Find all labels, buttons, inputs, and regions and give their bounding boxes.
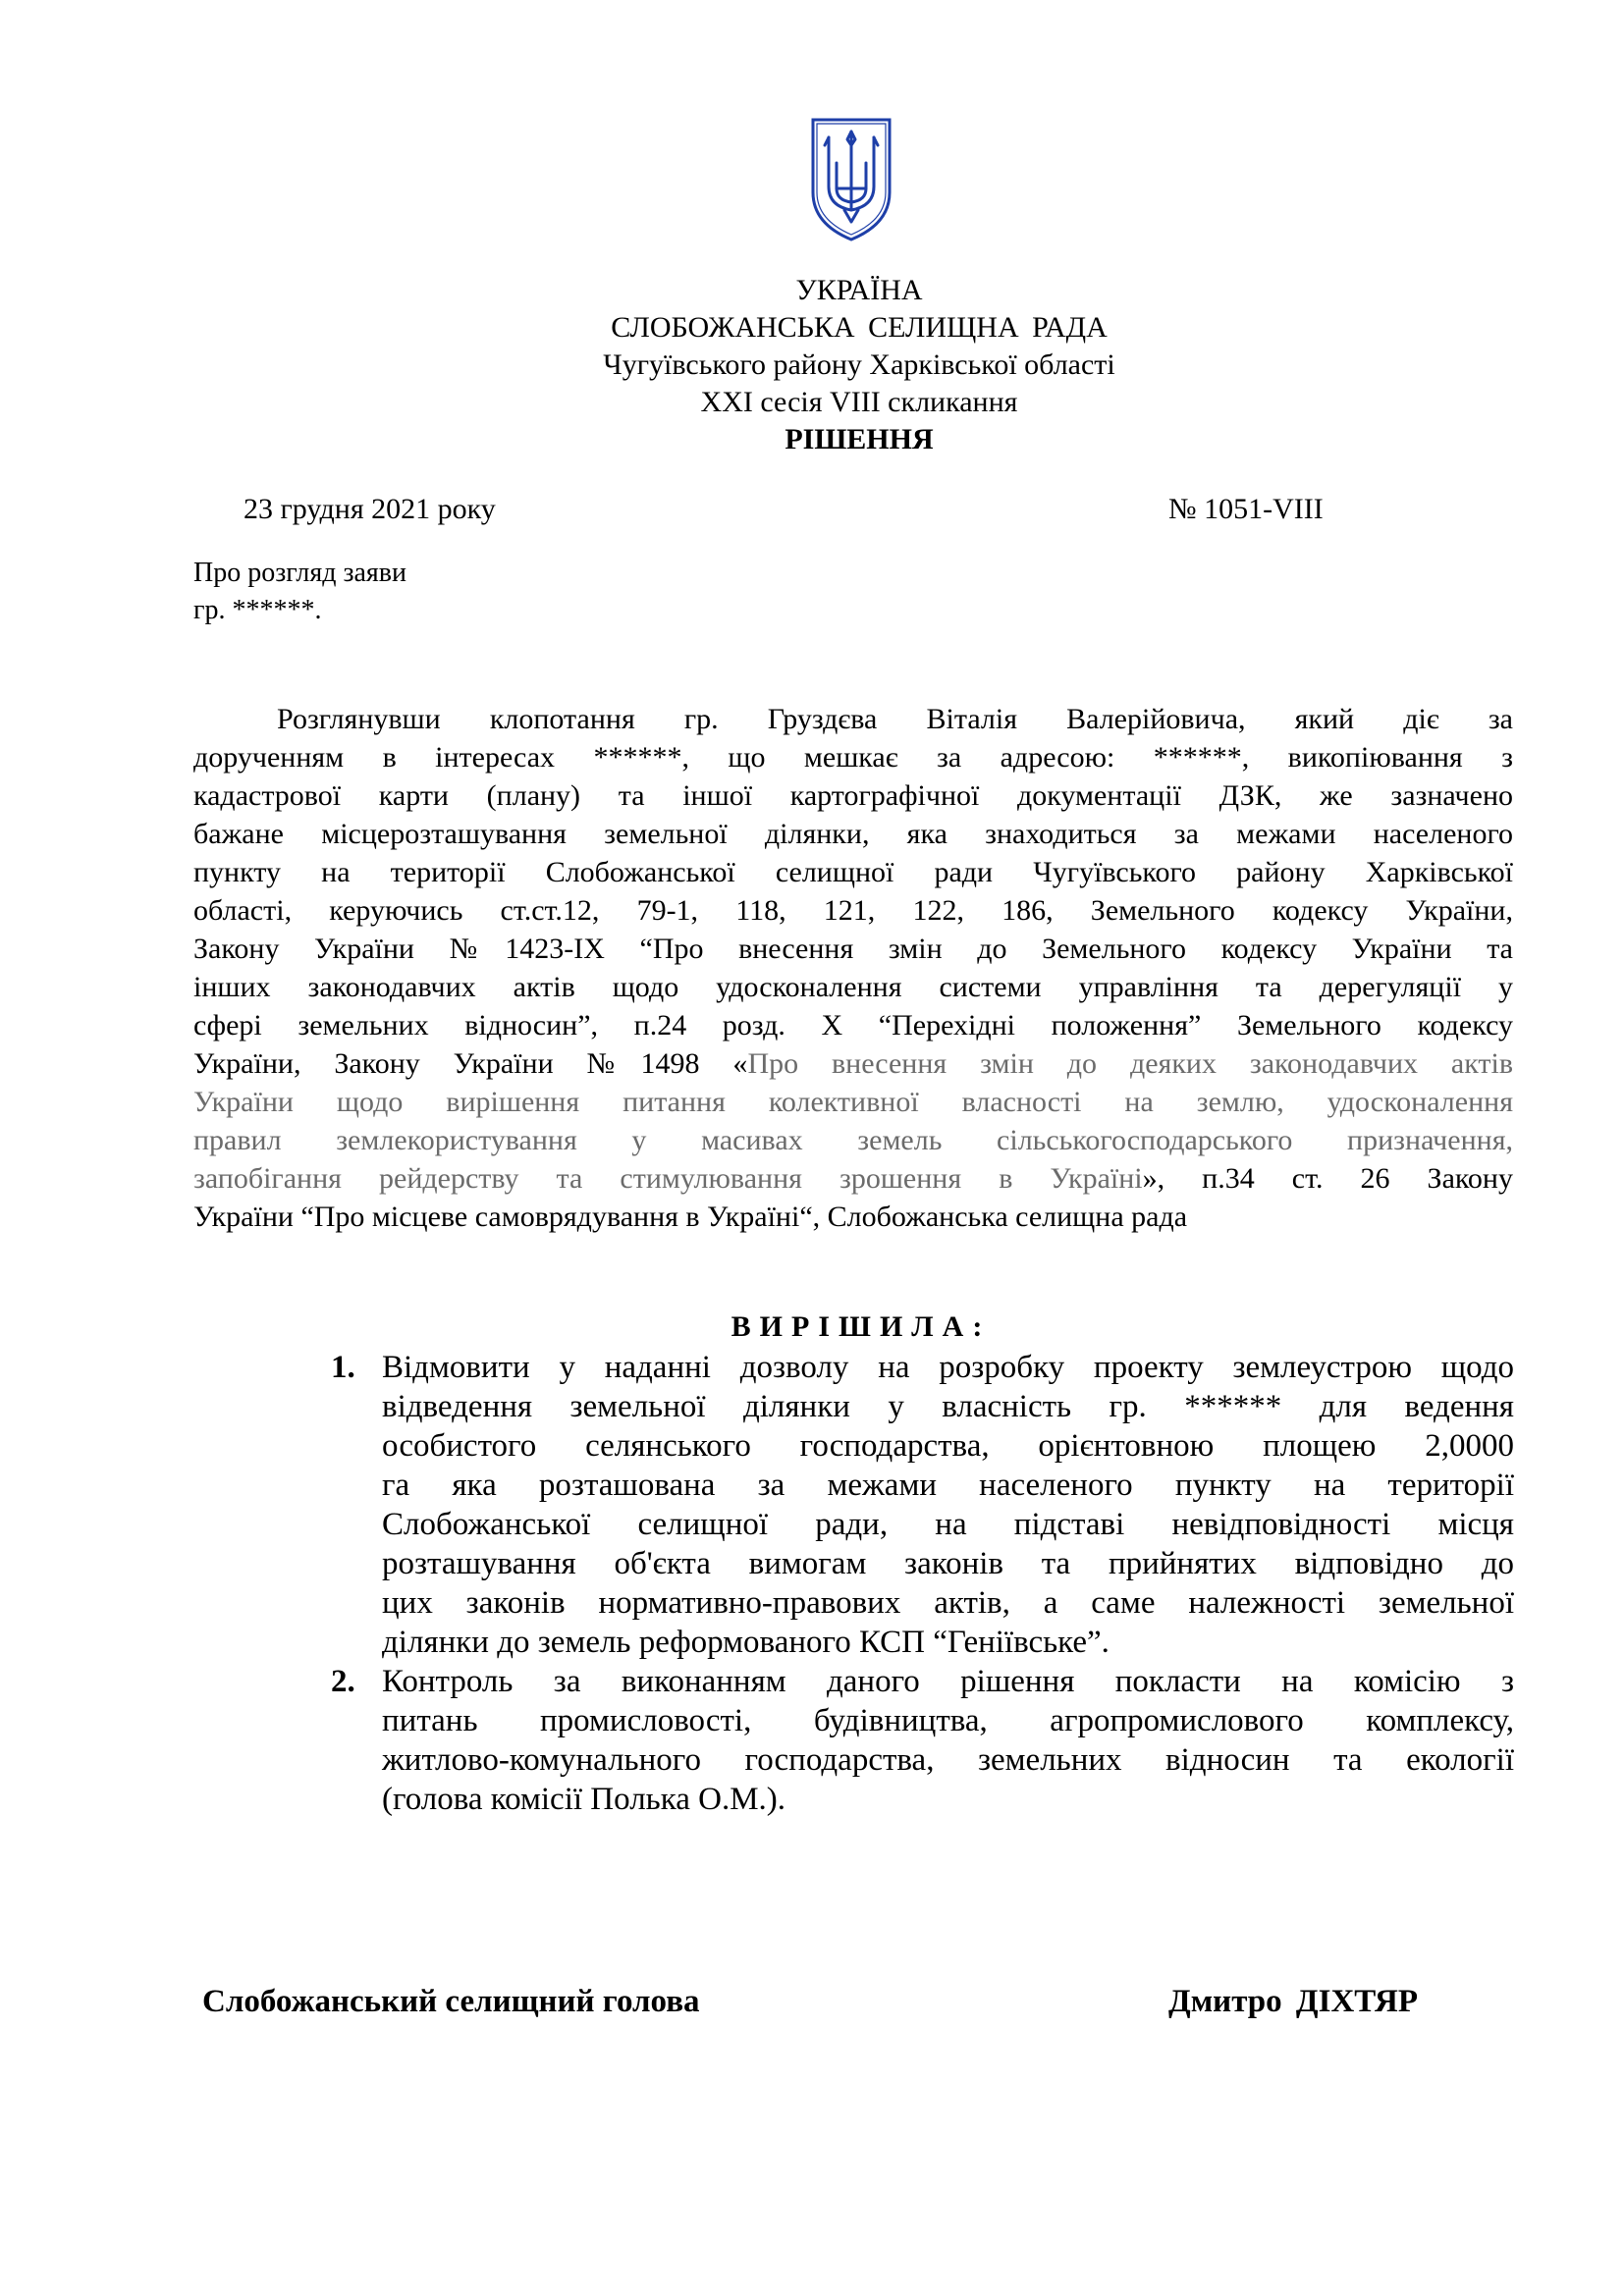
paragraph-line: бажане місцерозташування земельної ділянки, яка знаходиться за межами населеного: [193, 818, 1513, 850]
item-number: 1.: [331, 1350, 355, 1385]
item-line: питань промисловості, будівництва, агропромислового комплексу,: [382, 1703, 1514, 1738]
subject-line: гр. ******.: [193, 595, 322, 625]
paragraph-line: інших законодавчих актів щодо удосконалення системи управління та дерегуляції у: [193, 971, 1513, 1003]
paragraph-line: дорученням в інтересах ******, що мешкає за адресою: ******, викопіювання з: [193, 741, 1513, 774]
paragraph-text: », п.34 ст. 26 Закону: [1142, 1162, 1513, 1195]
item-line: відведення земельної ділянки у власність гр. ****** для ведення: [382, 1389, 1514, 1424]
council-name: СЛОБОЖАНСЬКА СЕЛИЩНА РАДА: [611, 311, 1108, 344]
paragraph-line: кадастрової карти (плану) та іншої картографічної документації ДЗК, же зазначено: [193, 779, 1513, 812]
paragraph-line: України щодо вирішення питання колективної власності на землю, удосконалення: [193, 1086, 1513, 1118]
paragraph-line: [193, 1044, 1513, 1083]
district-name: Чугуївського району Харківської області: [603, 348, 1115, 381]
item-line: (голова комісії Полька О.М.).: [382, 1782, 786, 1817]
signatory-name: Дмитро ДІХТЯР: [1168, 1984, 1419, 2019]
item-line: ділянки до земель реформованого КСП “Геніївське”.: [382, 1625, 1110, 1660]
decision-date: 23 грудня 2021 року: [244, 493, 496, 525]
paragraph-line: пункту на території Слобожанської селищної ради Чугуївського району Харківської: [193, 856, 1513, 888]
item-line: розташування об'єкта вимогам законів та прийнятих відповідно до: [382, 1546, 1514, 1581]
item-line: га яка розташована за межами населеного пункту на території: [382, 1468, 1514, 1503]
ukraine-coat-of-arms-icon: [807, 116, 895, 243]
preamble-paragraph: [193, 700, 1513, 1236]
item-line: житлово-комунального господарства, земельних відносин та екології: [382, 1742, 1514, 1778]
subject-block: [193, 555, 684, 629]
paragraph-line: правил землекористування у масивах земель сільськогосподарського призначення,: [193, 1124, 1513, 1156]
document-type: РІШЕННЯ: [785, 423, 934, 455]
decision-list: [331, 1348, 1514, 1819]
paragraph-line: [193, 1159, 1513, 1198]
paragraph-line: області, керуючись ст.ст.12, 79-1, 118, 121, 122, 186, Земельного кодексу України,: [193, 894, 1513, 927]
paragraph-text: України, Закону України №1498 «: [193, 1047, 748, 1080]
item-line: Відмовити у наданні дозволу на розробку проекту землеустрою щодо: [382, 1350, 1514, 1385]
paragraph-line: України “Про місцеве самоврядування в Україні“, Слобожанська селищна рада: [193, 1201, 1188, 1233]
session-line: XXI сесія VIII скликання: [700, 386, 1018, 418]
decision-item: [331, 1662, 1514, 1819]
decision-heading: ВИРІШИЛА:: [731, 1310, 992, 1343]
item-line: Слобожанської селищної ради, на підставі невідповідності місця: [382, 1507, 1514, 1542]
paragraph-line: Розглянувши клопотання гр. Груздєва Віталія Валерійовича, який діє за: [277, 703, 1513, 735]
paragraph-line: сфері земельних відносин”, п.24 розд. Х “Перехідні положення” Земельного кодексу: [193, 1009, 1513, 1041]
item-line: цих законів нормативно-правових актів, а саме належності земельної: [382, 1585, 1514, 1621]
subject-line: Про розгляд заяви: [193, 558, 407, 588]
decision-item: [331, 1348, 1514, 1662]
item-number: 2.: [331, 1664, 355, 1699]
paragraph-line: Закону України №1423-ІХ “Про внесення змін до Земельного кодексу України та: [193, 933, 1513, 965]
law-title-text: запобігання рейдерству та стимулювання зрошення в Україні: [193, 1162, 1143, 1195]
signatory-title: Слобожанський селищний голова: [202, 1984, 700, 2019]
decision-number: № 1051-VIII: [1168, 493, 1324, 525]
item-line: особистого селянського господарства, орієнтовною площею 2,0000: [382, 1428, 1514, 1464]
country-name: УКРАЇНА: [795, 274, 923, 306]
law-title-text: Про внесення змін до деяких законодавчих актів: [747, 1047, 1513, 1080]
item-line: Контроль за виконанням даного рішення покласти на комісію з: [382, 1664, 1514, 1699]
